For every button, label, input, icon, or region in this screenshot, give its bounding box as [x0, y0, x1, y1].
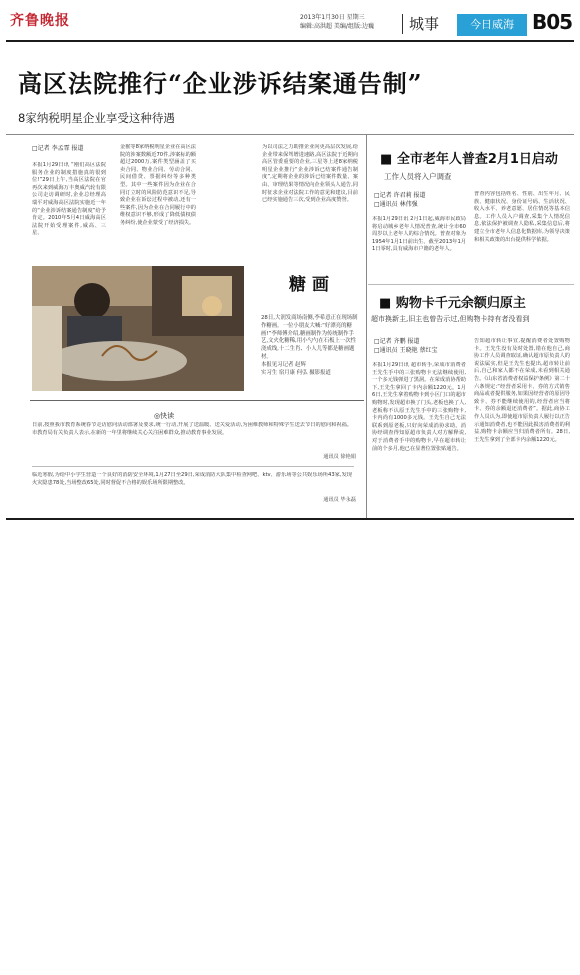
sugar-painting-photo: [32, 266, 244, 391]
newspaper-page: [6, 4, 574, 518]
photo-credit-2: 实习生 宿月康 何弘 摄影报道: [261, 369, 331, 376]
right-byline-1a: □记者 许君莉 报道: [374, 192, 426, 199]
date-line: 2013年1月30日 星期三: [300, 14, 365, 21]
section-tag: 今日威海: [457, 14, 527, 36]
main-article-col3: 为以司法之力助推企业向更高层次发展,给企业带来保驾增进速路,高区法院于近期向高区管委重要的企业,三星等上述8家纳税明星企业推行“企业涉诉已结案件通告制度”,定期将企业的涉诉已结案件数量、案由、审理结果等情况向企业领头人通告,同时征求企业对法院工作的意见和建议,目前已经实施通告三次,受到企业高度赞誉。: [262, 144, 358, 204]
page-bottom-rule: [6, 518, 574, 520]
express-item-1-credit: 通讯员 徐艳娟: [323, 454, 356, 460]
divider: [6, 134, 574, 135]
header-meta: [300, 13, 374, 31]
right-subheadline-1: 工作人员将入户调查: [384, 172, 452, 181]
photo-caption: [261, 315, 361, 377]
right-byline-2a: □记者 齐鹏 报道: [374, 338, 420, 345]
right-headline-1: ■ 全市老年人普查2月1日启动: [380, 152, 558, 167]
right-article-1-col2: 普查内容包括姓名、性别、出生年月、民族、健康状况、身份证号码、生活状况、收入水平、养老意愿、居住情况等基本信息。工作人员入户调查,采集个人情况信息,依法保护被调查人隐私,采集信息后,将建立全市老年人信息化数据库,为领导决策和相关政策的出台提供科学依据。: [474, 191, 570, 243]
main-byline: □记者 李孟霏 报道: [32, 145, 84, 152]
photo-image: [32, 266, 244, 391]
page-header: [6, 4, 574, 42]
column-divider: [366, 135, 367, 518]
express-divider: [32, 466, 354, 467]
express-item-1: 日前,按照我市教育系统春节走访慰问活动部署及要求,统一行动,开展了送温暖、送关爱活动,为困难教师和特殊学生送去节日的慰问和祝福。市教育局有关负责人表示,在新的一年里将继续关心关注困难群众,推动教育事业发展。: [32, 422, 352, 436]
right-article-2-col1: 本报1月29日讯 超市转手,荣成市消费者王先生手中的三张购物卡无法继续使用,一个多元钱弹进了黑洞。在荣成消协帮助下,王先生拿回了卡内余额1220元。1月6日,王先生拿着购物卡到小区门口的超市购物时,发现超市换了门头,老板也换了人,老板称不认原王先生手中的三张购物卡,卡内尚有1000多元钱。王先生自己无法联系到原老板,只好向荣成消协求助。消协经调查得知原超市负责人对方解释说,对于消费者手中的购物卡,早在超市转让前的个多月,他已在显著位置张贴通告。: [372, 362, 466, 452]
right-subheadline-2: 超市换新主,旧主也曾告示过,但购物卡持有者没看到: [371, 315, 530, 323]
right-divider: [368, 284, 574, 285]
photo-credit-1: 本报见习记者 赵辉: [261, 361, 306, 368]
express-bullet-icon: ◎: [154, 412, 161, 420]
express-title: ◎快读: [154, 412, 175, 420]
right-article-1-col1: 本报1月29日讯 2月1日起,威海市民政局将启动城乡老年人情况普查,统计全市60周岁以上老年人的综合情况。普查对象为1954年1月1日前出生、截至2013年1月1日零时,具有威海市户籍的老年人。: [372, 216, 466, 253]
newspaper-logo: 齐鲁晚报: [10, 13, 70, 29]
right-article-2-col2: 告知超市转让事宜,提醒消费者处置购物卡。王先生没有及时处置,错在他自己,商协工作人员调查取证,确认超市原负责人的说法属实,但是王先生也提出,超市转让前后,自己和家人都不在荣成,未看到相关通告。《山东省消费者权益保护条例》第二十六条规定:“经营者采用卡、券的方式销售商品或者提供服务,如果因经营者的原因导致卡、券不能继续使用的,经营者应当将卡、券的余额退还消费者”。据此,商协工作人员认为,即使超市原负责人履行以正告示通知消费者,也不能因此损害消费者的利益,购物卡余额应当归消费者所有。28日,王先生拿到了全部卡内余额1220元。: [474, 338, 570, 443]
main-article-col1: 本报1月29日讯 “刚们高区法院服务企业的制度措施真的很到位!”29日上午,当高区法院在官再次来到威海万丰奥威汽轮有限公司走访调研时,企业总经理高瑞平对威海高区法院实施近一年的“企业涉诉结案通告制度”给予肯定。2010年5月4日威海高区法院开始受理案件,威高、三星、: [32, 162, 106, 237]
bullet-icon: ■: [379, 296, 392, 311]
right-byline-2b: □通讯员 王晓艳 蔡红宝: [374, 347, 438, 354]
express-item-2-credit: 通讯员 毕永磊: [323, 497, 356, 503]
photo-caption-text: 28日,大润发商场南侧,李希意正在现场制作糖画。一位小朋友大喊:“好漂亮的糖画!”李师傅介绍,糖画制作为传统制作手艺,文火化糖稀,用小勺勺在石板上一次性浇成线,十二生肖、小人儿等都是糖画题材。: [261, 315, 358, 360]
bullet-icon: ■: [380, 152, 393, 167]
right-byline-1b: □通讯员 林伟强: [374, 201, 418, 208]
photo-title: 糖画: [289, 275, 335, 295]
section-name: 城事: [409, 15, 440, 33]
main-article-col2: 金猴等8家纳税明星企业在高区法院的涉案数额近70件,涉案标的额超过2000万,案件类型涵盖了买卖合同、物业合同、劳动合同、民间借贷、票据纠纷等多种类型。其中一些案件因为企业在合同订立时的风险防范意识不足,导致企业在诉讼过程中被动,还有一些案件,因为企业在合同履行中的维权意识不够,形成了降低债权债务纠纷,使企业蒙受了经济损失。: [120, 144, 196, 226]
main-subheadline: 8家纳税明星企业享受这种待遇: [18, 111, 175, 125]
main-headline: 高区法院推行“企业涉诉结案通告制”: [18, 69, 423, 98]
header-separator: [402, 14, 403, 34]
page-number: B05: [532, 10, 573, 34]
editor-line: 编辑:高洪超 美编/组版:边巍: [300, 23, 374, 30]
right-headline-2: ■ 购物卡千元余额归原主: [379, 296, 526, 311]
express-item-2: 临近寒假,为给中小学生营造一个良好的消防安全环境,1月27日至29日,荣成消防大队集中检查网吧、ktv、游乐场等公共娱乐场所43家,发现火灾隐患78处,当场整改65处,同时督促不合格的娱乐场所限期整改。: [32, 472, 352, 486]
